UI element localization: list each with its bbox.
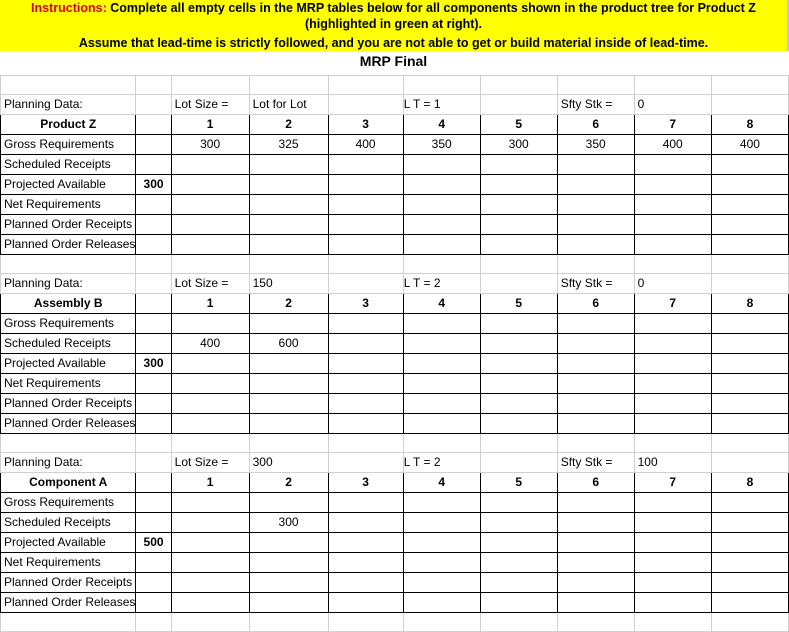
scheduled-cell[interactable] <box>249 155 328 175</box>
pol-cell[interactable] <box>403 235 480 255</box>
projected-cell[interactable] <box>557 175 634 195</box>
blank-cell <box>711 255 788 274</box>
gross-cell[interactable] <box>557 314 634 334</box>
period-header: 1 <box>171 294 249 314</box>
blank-cell <box>711 434 788 453</box>
net-cell[interactable] <box>403 553 480 573</box>
planning-data-label: Planning Data: <box>1 95 136 115</box>
por-cell[interactable] <box>171 573 249 593</box>
gross-cell[interactable]: 400 <box>328 135 403 155</box>
row-label-por: Planned Order Receipts <box>1 394 136 414</box>
lot-size-label: Lot Size = <box>171 95 249 115</box>
blank-cell <box>328 613 403 632</box>
period-header: 7 <box>634 473 711 493</box>
scheduled-cell[interactable] <box>634 513 711 533</box>
scheduled-cell[interactable] <box>403 155 480 175</box>
scheduled-cell[interactable] <box>171 513 249 533</box>
net-cell[interactable] <box>711 195 788 215</box>
blank-cell <box>634 76 711 95</box>
period-header: 2 <box>249 115 328 135</box>
pol-cell[interactable] <box>171 235 249 255</box>
blank-cell <box>136 195 171 215</box>
period-header: 6 <box>557 473 634 493</box>
blank-cell <box>480 95 557 115</box>
pol-cell[interactable] <box>249 414 328 434</box>
blank-cell <box>136 314 171 334</box>
period-header: 6 <box>557 115 634 135</box>
por-cell[interactable] <box>403 394 480 414</box>
lot-size-label: Lot Size = <box>171 274 249 294</box>
gross-cell[interactable]: 400 <box>711 135 788 155</box>
projected-cell[interactable] <box>328 533 403 553</box>
period-header: 1 <box>171 115 249 135</box>
blank-cell <box>711 274 788 294</box>
projected-cell[interactable] <box>249 354 328 374</box>
net-cell[interactable] <box>557 553 634 573</box>
blank-cell <box>136 493 171 513</box>
blank-cell <box>249 76 328 95</box>
gross-cell[interactable] <box>328 314 403 334</box>
period-header: 3 <box>328 294 403 314</box>
projected-cell[interactable] <box>634 533 711 553</box>
gross-cell[interactable] <box>171 314 249 334</box>
row-label-projected: Projected Available <box>1 354 136 374</box>
safety-stock-label: Sfty Stk = <box>557 274 634 294</box>
period-header: 7 <box>634 115 711 135</box>
scheduled-cell[interactable] <box>711 334 788 354</box>
row-label-pol: Planned Order Releases <box>1 235 136 255</box>
net-cell[interactable] <box>171 553 249 573</box>
blank-cell <box>711 613 788 632</box>
scheduled-cell[interactable] <box>634 334 711 354</box>
safety-stock-label: Sfty Stk = <box>557 453 634 473</box>
part-name: Product Z <box>1 115 136 135</box>
por-cell[interactable] <box>480 215 557 235</box>
projected-cell[interactable] <box>403 533 480 553</box>
net-cell[interactable] <box>171 374 249 394</box>
por-cell[interactable] <box>480 394 557 414</box>
scheduled-cell[interactable] <box>403 513 480 533</box>
blank-cell <box>136 473 171 493</box>
por-cell[interactable] <box>328 215 403 235</box>
blank-cell <box>136 294 171 314</box>
blank-cell <box>136 434 171 453</box>
blank-cell <box>136 115 171 135</box>
projected-cell[interactable] <box>328 354 403 374</box>
por-cell[interactable] <box>403 215 480 235</box>
blank-cell <box>711 453 788 473</box>
pol-cell[interactable] <box>328 414 403 434</box>
blank-cell <box>1 613 136 632</box>
period-header: 6 <box>557 294 634 314</box>
scheduled-cell[interactable] <box>634 155 711 175</box>
scheduled-cell[interactable] <box>711 155 788 175</box>
blank-cell <box>480 255 557 274</box>
safety-stock-label: Sfty Stk = <box>557 95 634 115</box>
blank-cell <box>403 76 480 95</box>
gross-cell[interactable] <box>480 314 557 334</box>
row-label-pol: Planned Order Releases <box>1 414 136 434</box>
por-cell[interactable] <box>557 215 634 235</box>
por-cell[interactable] <box>328 573 403 593</box>
projected-cell[interactable] <box>634 354 711 374</box>
pol-cell[interactable] <box>634 414 711 434</box>
scheduled-cell[interactable]: 400 <box>171 334 249 354</box>
blank-cell <box>136 573 171 593</box>
scheduled-cell[interactable] <box>480 334 557 354</box>
blank-cell <box>136 95 171 115</box>
net-cell[interactable] <box>557 195 634 215</box>
row-label-scheduled: Scheduled Receipts <box>1 155 136 175</box>
por-cell[interactable] <box>249 573 328 593</box>
row-label-pol: Planned Order Releases <box>1 593 136 613</box>
blank-cell <box>480 434 557 453</box>
part-name: Assembly B <box>1 294 136 314</box>
net-cell[interactable] <box>328 553 403 573</box>
period-header: 3 <box>328 473 403 493</box>
projected-cell[interactable] <box>480 175 557 195</box>
net-cell[interactable] <box>249 374 328 394</box>
row-label-net: Net Requirements <box>1 553 136 573</box>
gross-cell[interactable]: 400 <box>634 135 711 155</box>
blank-cell <box>557 76 634 95</box>
projected-cell[interactable] <box>403 175 480 195</box>
blank-cell <box>1 76 136 95</box>
planning-data-label: Planning Data: <box>1 453 136 473</box>
net-cell[interactable] <box>711 374 788 394</box>
blank-cell <box>171 434 249 453</box>
period-header: 3 <box>328 115 403 135</box>
gross-cell[interactable] <box>328 493 403 513</box>
pol-cell[interactable] <box>557 414 634 434</box>
net-cell[interactable] <box>634 374 711 394</box>
scheduled-cell[interactable] <box>328 334 403 354</box>
por-cell[interactable] <box>711 573 788 593</box>
projected-cell[interactable] <box>249 175 328 195</box>
gross-cell[interactable]: 350 <box>557 135 634 155</box>
period-header: 2 <box>249 473 328 493</box>
blank-cell <box>136 553 171 573</box>
gross-cell[interactable]: 325 <box>249 135 328 155</box>
period-header: 8 <box>711 473 788 493</box>
gross-cell[interactable] <box>711 314 788 334</box>
net-cell[interactable] <box>634 195 711 215</box>
gross-cell[interactable]: 300 <box>480 135 557 155</box>
gross-cell[interactable] <box>480 493 557 513</box>
blank-cell <box>249 434 328 453</box>
projected-cell[interactable] <box>711 354 788 374</box>
blank-cell <box>328 453 403 473</box>
blank-cell <box>136 334 171 354</box>
projected-cell[interactable] <box>171 175 249 195</box>
period-header: 5 <box>480 473 557 493</box>
scheduled-cell[interactable] <box>557 155 634 175</box>
blank-cell <box>136 215 171 235</box>
blank-cell <box>634 434 711 453</box>
projected-cell[interactable] <box>171 533 249 553</box>
row-label-gross: Gross Requirements <box>1 493 136 513</box>
blank-cell <box>171 76 249 95</box>
projected-cell[interactable] <box>171 354 249 374</box>
por-cell[interactable] <box>403 573 480 593</box>
period-header: 4 <box>403 473 480 493</box>
scheduled-cell[interactable] <box>557 513 634 533</box>
on-hand-inventory: 300 <box>136 175 171 195</box>
por-cell[interactable] <box>328 394 403 414</box>
pol-cell[interactable] <box>480 235 557 255</box>
lead-time-value: L T = 2 <box>403 274 480 294</box>
gross-cell[interactable] <box>249 493 328 513</box>
projected-cell[interactable] <box>711 533 788 553</box>
scheduled-cell[interactable] <box>480 155 557 175</box>
instructions-banner <box>0 0 789 51</box>
por-cell[interactable] <box>711 215 788 235</box>
period-header: 4 <box>403 115 480 135</box>
safety-stock-value: 0 <box>634 95 711 115</box>
scheduled-cell[interactable] <box>711 513 788 533</box>
period-header: 8 <box>711 294 788 314</box>
scheduled-cell[interactable] <box>557 334 634 354</box>
net-cell[interactable] <box>328 374 403 394</box>
projected-cell[interactable] <box>403 354 480 374</box>
gross-cell[interactable] <box>249 314 328 334</box>
blank-cell <box>136 76 171 95</box>
blank-cell <box>328 95 403 115</box>
net-cell[interactable] <box>403 374 480 394</box>
projected-cell[interactable] <box>634 175 711 195</box>
blank-cell <box>557 613 634 632</box>
row-label-gross: Gross Requirements <box>1 314 136 334</box>
row-label-por: Planned Order Receipts <box>1 573 136 593</box>
projected-cell[interactable] <box>480 354 557 374</box>
por-cell[interactable] <box>557 394 634 414</box>
blank-cell <box>557 434 634 453</box>
lot-size-value: Lot for Lot <box>249 95 328 115</box>
on-hand-inventory: 500 <box>136 533 171 553</box>
scheduled-cell[interactable]: 600 <box>249 334 328 354</box>
row-label-projected: Projected Available <box>1 175 136 195</box>
pol-cell[interactable] <box>403 414 480 434</box>
por-cell[interactable] <box>171 394 249 414</box>
por-cell[interactable] <box>634 573 711 593</box>
blank-cell <box>328 76 403 95</box>
projected-cell[interactable] <box>557 354 634 374</box>
period-header: 8 <box>711 115 788 135</box>
pol-cell[interactable] <box>480 414 557 434</box>
lead-time-value: L T = 2 <box>403 453 480 473</box>
row-label-scheduled: Scheduled Receipts <box>1 334 136 354</box>
net-cell[interactable] <box>328 195 403 215</box>
pol-cell[interactable] <box>711 414 788 434</box>
period-header: 7 <box>634 294 711 314</box>
blank-cell <box>136 394 171 414</box>
gross-cell[interactable] <box>403 314 480 334</box>
scheduled-cell[interactable] <box>328 155 403 175</box>
blank-cell <box>136 374 171 394</box>
blank-cell <box>171 255 249 274</box>
pol-cell[interactable] <box>328 235 403 255</box>
blank-cell <box>136 414 171 434</box>
pol-cell[interactable] <box>634 235 711 255</box>
scheduled-cell[interactable] <box>480 513 557 533</box>
blank-cell <box>480 453 557 473</box>
projected-cell[interactable] <box>249 533 328 553</box>
blank-cell <box>1 434 136 453</box>
blank-cell <box>136 155 171 175</box>
planning-data-label: Planning Data: <box>1 274 136 294</box>
row-label-net: Net Requirements <box>1 374 136 394</box>
net-cell[interactable] <box>557 374 634 394</box>
scheduled-cell[interactable] <box>403 334 480 354</box>
blank-cell <box>634 255 711 274</box>
blank-cell <box>249 613 328 632</box>
lot-size-value: 150 <box>249 274 328 294</box>
blank-cell <box>136 135 171 155</box>
gross-cell[interactable] <box>634 493 711 513</box>
pol-cell[interactable] <box>711 235 788 255</box>
row-label-gross: Gross Requirements <box>1 135 136 155</box>
gross-cell[interactable]: 350 <box>403 135 480 155</box>
gross-cell[interactable] <box>171 493 249 513</box>
instructions-line-2: (highlighted in green at right). <box>304 17 483 31</box>
safety-stock-value: 100 <box>634 453 711 473</box>
net-cell[interactable] <box>634 553 711 573</box>
blank-cell <box>711 76 788 95</box>
gross-cell[interactable] <box>403 493 480 513</box>
sheet-title: MRP Final <box>359 53 428 69</box>
blank-cell <box>171 613 249 632</box>
blank-cell <box>403 255 480 274</box>
pol-cell[interactable] <box>171 414 249 434</box>
gross-cell[interactable] <box>634 314 711 334</box>
gross-cell[interactable]: 300 <box>171 135 249 155</box>
part-name: Component A <box>1 473 136 493</box>
por-cell[interactable] <box>249 215 328 235</box>
por-cell[interactable] <box>480 573 557 593</box>
row-label-net: Net Requirements <box>1 195 136 215</box>
por-cell[interactable] <box>711 394 788 414</box>
safety-stock-value: 0 <box>634 274 711 294</box>
blank-cell <box>136 613 171 632</box>
blank-cell <box>136 274 171 294</box>
net-cell[interactable] <box>403 195 480 215</box>
lot-size-value: 300 <box>249 453 328 473</box>
blank-cell <box>480 613 557 632</box>
gross-cell[interactable] <box>557 493 634 513</box>
blank-cell <box>328 274 403 294</box>
blank-cell <box>249 255 328 274</box>
instructions-line-3: Assume that lead-time is strictly followed, and you are not able to get or build material inside of lead-time. <box>78 36 709 50</box>
blank-cell <box>136 513 171 533</box>
lead-time-value: L T = 1 <box>403 95 480 115</box>
lot-size-label: Lot Size = <box>171 453 249 473</box>
blank-cell <box>328 434 403 453</box>
period-header: 1 <box>171 473 249 493</box>
por-cell[interactable] <box>249 394 328 414</box>
net-cell[interactable] <box>480 553 557 573</box>
period-header: 5 <box>480 294 557 314</box>
instructions-line-1 <box>0 1 787 16</box>
blank-cell <box>557 255 634 274</box>
mrp-sheet <box>0 75 789 632</box>
period-header: 2 <box>249 294 328 314</box>
por-cell[interactable] <box>634 215 711 235</box>
projected-cell[interactable] <box>480 533 557 553</box>
blank-cell <box>480 76 557 95</box>
period-header: 4 <box>403 294 480 314</box>
instructions-text-1: Complete all empty cells in the MRP tables below for all components shown in the product tree for Product Z <box>110 1 756 15</box>
projected-cell[interactable] <box>711 175 788 195</box>
blank-cell <box>403 434 480 453</box>
projected-cell[interactable] <box>557 533 634 553</box>
net-cell[interactable] <box>249 553 328 573</box>
por-cell[interactable] <box>171 215 249 235</box>
scheduled-cell[interactable] <box>328 513 403 533</box>
blank-cell <box>480 274 557 294</box>
scheduled-cell[interactable] <box>171 155 249 175</box>
scheduled-cell[interactable]: 300 <box>249 513 328 533</box>
net-cell[interactable] <box>711 553 788 573</box>
net-cell[interactable] <box>171 195 249 215</box>
blank-cell <box>136 453 171 473</box>
net-cell[interactable] <box>480 195 557 215</box>
blank-cell <box>136 255 171 274</box>
por-cell[interactable] <box>557 573 634 593</box>
net-cell[interactable] <box>249 195 328 215</box>
projected-cell[interactable] <box>328 175 403 195</box>
on-hand-inventory: 300 <box>136 354 171 374</box>
blank-cell <box>634 613 711 632</box>
blank-cell <box>1 255 136 274</box>
gross-cell[interactable] <box>711 493 788 513</box>
instructions-label: Instructions: <box>31 1 107 15</box>
blank-cell <box>136 235 171 255</box>
row-label-projected: Projected Available <box>1 533 136 553</box>
row-label-por: Planned Order Receipts <box>1 215 136 235</box>
pol-cell[interactable] <box>249 235 328 255</box>
pol-cell[interactable] <box>557 235 634 255</box>
blank-cell <box>711 95 788 115</box>
row-label-scheduled: Scheduled Receipts <box>1 513 136 533</box>
period-header: 5 <box>480 115 557 135</box>
blank-cell <box>403 613 480 632</box>
blank-cell <box>328 255 403 274</box>
por-cell[interactable] <box>634 394 711 414</box>
net-cell[interactable] <box>480 374 557 394</box>
